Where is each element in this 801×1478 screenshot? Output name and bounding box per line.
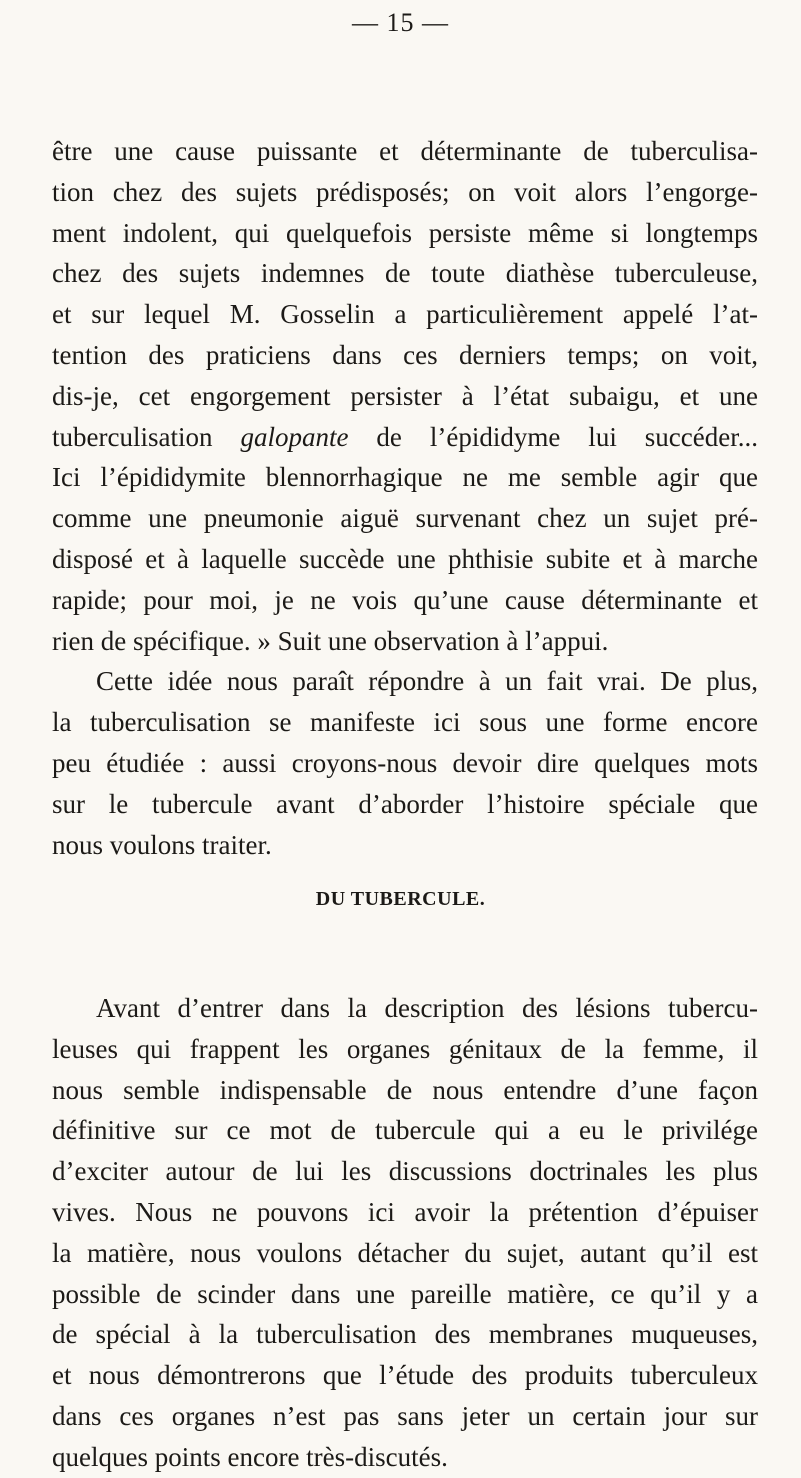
paragraph-2: [52, 661, 758, 865]
text-line: et sur lequel M. Gosselin a particulièrement appelé l’at-: [52, 299, 758, 330]
text-line: possible de scinder dans une pareille matière, ce qu’il y a: [52, 1278, 758, 1309]
section-heading: DU TUBERCULE.: [315, 888, 486, 910]
text-line: sur le tubercule avant d’aborder l’histoire spéciale que: [52, 788, 758, 819]
body-text-bottom: [52, 988, 758, 1478]
text-line: peu étudiée : aussi croyons-nous devoir dire quelques mots: [52, 747, 758, 778]
text-line: leuses qui frappent les organes génitaux de la femme, il: [52, 1033, 758, 1064]
text-line: la tuberculisation se manifeste ici sous une forme encore: [52, 707, 758, 738]
text-line: dans ces organes n’est pas sans jeter un certain jour sur: [52, 1400, 758, 1431]
text-line: quelques points encore très-discutés.: [52, 1441, 448, 1472]
page-number: — 15 —: [352, 8, 449, 37]
text-line: être une cause puissante et déterminante de tuberculisa-: [52, 136, 758, 166]
text-line: chez des sujets indemnes de toute diathèse tuberculeuse,: [52, 258, 758, 289]
text-line-with-italic: [52, 417, 758, 458]
text-line: comme une pneumonie aiguë survenant chez un sujet pré-: [52, 503, 758, 534]
body-text-top: [52, 131, 758, 865]
text-line: vives. Nous ne pouvons ici avoir la prétention d’épuiser: [52, 1196, 758, 1227]
text-line: tion chez des sujets prédisposés; on voit alors l’engorge-: [52, 176, 758, 207]
text-line: rapide; pour moi, je ne vois qu’une cause déterminante et: [52, 584, 758, 615]
text-line: définitive sur ce mot de tubercule qui a eu le privilége: [52, 1115, 758, 1146]
text-fragment: de l’épididyme lui succéder...: [348, 421, 758, 452]
text-line: tention des praticiens dans ces derniers temps; on voit,: [52, 339, 758, 370]
text-line: la matière, nous voulons détacher du sujet, autant qu’il est: [52, 1237, 758, 1268]
text-line: disposé et à laquelle succède une phthisie subite et à marche: [52, 543, 758, 574]
italic-term: galopante: [240, 421, 349, 452]
text-fragment: tuberculisation: [52, 421, 241, 452]
paragraph-1: [52, 131, 758, 661]
text-line: rien de spécifique. » Suit une observation à l’appui.: [52, 625, 609, 656]
text-line: de spécial à la tuberculisation des membranes muqueuses,: [52, 1319, 758, 1350]
text-line: ment indolent, qui quelquefois persiste même si longtemps: [52, 217, 758, 248]
text-line: et nous démontrerons que l’étude des produits tuberculeux: [52, 1360, 758, 1391]
paragraph-3: [52, 988, 758, 1478]
text-line: Ici l’épididymite blennorrhagique ne me semble agir que: [52, 462, 758, 493]
text-line: d’exciter autour de lui les discussions doctrinales les plus: [52, 1156, 758, 1187]
text-line: nous voulons traiter.: [52, 829, 272, 860]
text-line: Avant d’entrer dans la description des lésions tubercu-: [96, 993, 758, 1023]
text-line: Cette idée nous paraît répondre à un fait vrai. De plus,: [96, 666, 758, 697]
text-line: nous semble indispensable de nous entendre d’une façon: [52, 1074, 758, 1105]
text-line: dis-je, cet engorgement persister à l’état subaigu, et une: [52, 380, 758, 411]
